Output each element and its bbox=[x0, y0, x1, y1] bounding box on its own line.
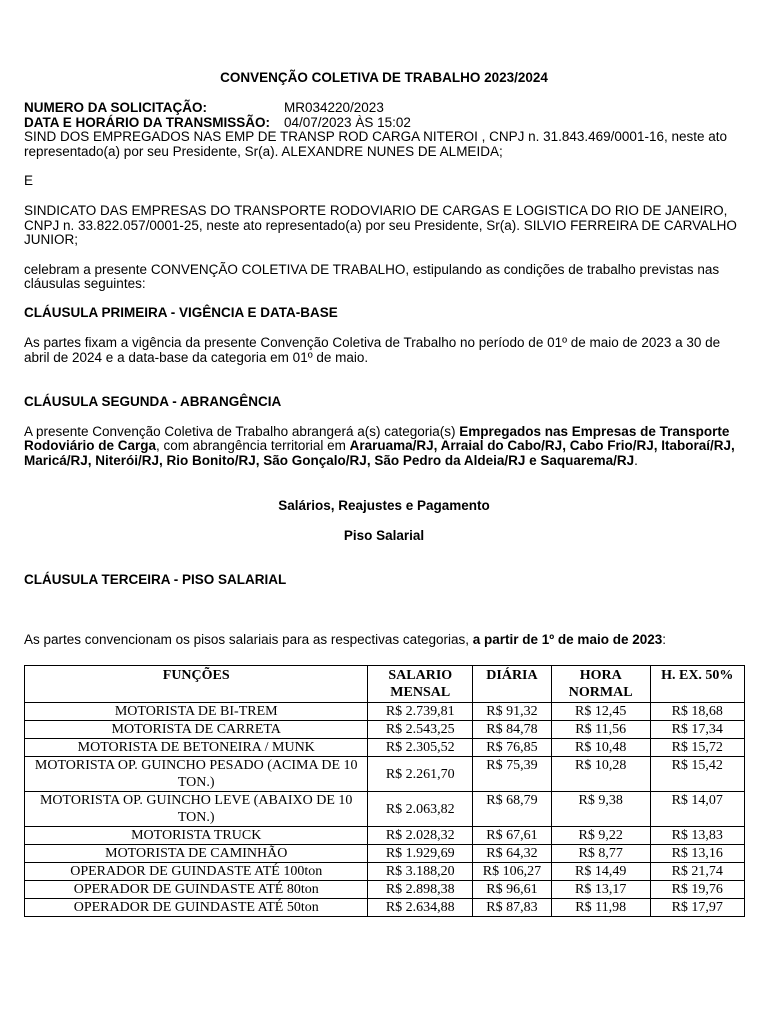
celebram-line1: celebram a presente CONVENÇÃO COLETIVA DE TRABALHO, estipulando as condições de trabalho previstas nas bbox=[24, 262, 720, 277]
document-title: CONVENÇÃO COLETIVA DE TRABALHO 2023/2024 bbox=[220, 70, 548, 85]
cell-funcao: MOTORISTA OP. GUINCHO LEVE (ABAIXO DE 10 TON.) bbox=[25, 792, 368, 827]
cell-funcao: OPERADOR DE GUINDASTE ATÉ 100ton bbox=[25, 863, 368, 881]
cell-salario: R$ 2.261,70 bbox=[368, 757, 473, 792]
clausula2-l2-c: Araruama/RJ, Arraial do Cabo/RJ, Cabo Frio/RJ, Itaboraí/RJ, bbox=[349, 438, 735, 453]
solicitacao-label: NUMERO DA SOLICITAÇÃO: bbox=[24, 100, 207, 115]
clausula2-heading: CLÁUSULA SEGUNDA - ABRANGÊNCIA bbox=[24, 394, 282, 409]
party2-line1: SINDICATO DAS EMPRESAS DO TRANSPORTE RODOVIARIO DE CARGAS E LOGISTICA DO RIO DE JANEIRO, bbox=[24, 203, 728, 218]
party1-line2: representado(a) por seu Presidente, Sr(a). ALEXANDRE NUNES DE ALMEIDA; bbox=[24, 144, 503, 159]
clausula2-l3-a: Maricá/RJ, Niterói/RJ, Rio Bonito/RJ, São Gonçalo/RJ, São Pedro da Aldeia/RJ e Saquarema/RJ bbox=[24, 453, 635, 468]
clausula2-l2-a: Rodoviário de Carga bbox=[24, 438, 157, 453]
cell-salario: R$ 2.543,25 bbox=[368, 721, 473, 739]
header-salario-mensal: SALARIO MENSAL bbox=[368, 666, 473, 703]
clausula3-intro-c: : bbox=[662, 632, 666, 647]
table-row bbox=[25, 845, 745, 863]
cell-funcao: MOTORISTA DE CARRETA bbox=[25, 721, 368, 739]
cell-hora-normal: R$ 13,17 bbox=[551, 881, 650, 899]
cell-salario: R$ 2.305,52 bbox=[368, 739, 473, 757]
cell-diaria: R$ 84,78 bbox=[473, 721, 552, 739]
table-row bbox=[25, 827, 745, 845]
clausula2-line2 bbox=[24, 438, 735, 454]
table-row bbox=[25, 739, 745, 757]
table-row bbox=[25, 863, 745, 881]
table-row bbox=[25, 792, 745, 827]
cell-hora-normal: R$ 9,38 bbox=[551, 792, 650, 827]
celebram-line2: cláusulas seguintes: bbox=[24, 276, 146, 291]
cell-funcao: OPERADOR DE GUINDASTE ATÉ 80ton bbox=[25, 881, 368, 899]
cell-hora-extra: R$ 15,42 bbox=[650, 757, 744, 792]
party2-line2: CNPJ n. 33.822.057/0001-25, neste ato representado(a) por seu Presidente, Sr(a). SILVIO FERREIRA DE CARVALHO bbox=[24, 218, 737, 233]
cell-diaria: R$ 96,61 bbox=[473, 881, 552, 899]
clausula3-intro-a: As partes convencionam os pisos salariais para as respectivas categorias, bbox=[24, 632, 473, 647]
cell-hora-normal: R$ 10,48 bbox=[551, 739, 650, 757]
cell-salario: R$ 2.739,81 bbox=[368, 703, 473, 721]
cell-diaria: R$ 67,61 bbox=[473, 827, 552, 845]
cell-funcao: OPERADOR DE GUINDASTE ATÉ 50ton bbox=[25, 899, 368, 917]
cell-hora-extra: R$ 17,97 bbox=[650, 899, 744, 917]
cell-funcao: MOTORISTA TRUCK bbox=[25, 827, 368, 845]
table-row bbox=[25, 899, 745, 917]
clausula2-l2-b: , com abrangência territorial em bbox=[156, 438, 350, 453]
cell-salario: R$ 2.028,32 bbox=[368, 827, 473, 845]
cell-hora-extra: R$ 13,83 bbox=[650, 827, 744, 845]
salary-table bbox=[24, 665, 745, 917]
table-row bbox=[25, 757, 745, 792]
transmissao-value: 04/07/2023 ÀS 15:02 bbox=[284, 115, 411, 130]
clausula2-line3 bbox=[24, 453, 638, 469]
clausula1-line2: abril de 2024 e a data-base da categoria em 01º de maio. bbox=[24, 350, 369, 365]
clausula1-line1: As partes fixam a vigência da presente Convenção Coletiva de Trabalho no período de 01º de maio de 2023 a 30 de bbox=[24, 335, 721, 350]
cell-hora-normal: R$ 11,56 bbox=[551, 721, 650, 739]
cell-salario: R$ 3.188,20 bbox=[368, 863, 473, 881]
cell-hora-extra: R$ 14,07 bbox=[650, 792, 744, 827]
clausula3-intro-b: a partir de 1º de maio de 2023 bbox=[472, 632, 663, 647]
cell-diaria: R$ 75,39 bbox=[473, 757, 552, 792]
cell-hora-extra: R$ 13,16 bbox=[650, 845, 744, 863]
cell-diaria: R$ 91,32 bbox=[473, 703, 552, 721]
cell-hora-normal: R$ 11,98 bbox=[551, 899, 650, 917]
cell-hora-normal: R$ 12,45 bbox=[551, 703, 650, 721]
clausula3-heading: CLÁUSULA TERCEIRA - PISO SALARIAL bbox=[24, 572, 287, 587]
cell-diaria: R$ 106,27 bbox=[473, 863, 552, 881]
header-diaria: DIÁRIA bbox=[473, 666, 552, 703]
party1-line1: SIND DOS EMPREGADOS NAS EMP DE TRANSP ROD CARGA NITEROI , CNPJ n. 31.843.469/0001-16, neste ato bbox=[24, 129, 728, 144]
clausula2-l1-b: Empregados nas Empresas de Transporte bbox=[459, 424, 730, 439]
cell-hora-normal: R$ 14,49 bbox=[551, 863, 650, 881]
cell-hora-normal: R$ 10,28 bbox=[551, 757, 650, 792]
cell-funcao: MOTORISTA DE BI-TREM bbox=[25, 703, 368, 721]
cell-funcao: MOTORISTA OP. GUINCHO PESADO (ACIMA DE 10 TON.) bbox=[25, 757, 368, 792]
table-row bbox=[25, 881, 745, 899]
cell-hora-normal: R$ 8,77 bbox=[551, 845, 650, 863]
cell-funcao: MOTORISTA DE BETONEIRA / MUNK bbox=[25, 739, 368, 757]
table-header-row bbox=[25, 666, 745, 703]
table-row bbox=[25, 721, 745, 739]
transmissao-label: DATA E HORÁRIO DA TRANSMISSÃO: bbox=[24, 115, 270, 130]
cell-diaria: R$ 68,79 bbox=[473, 792, 552, 827]
clausula1-heading: CLÁUSULA PRIMEIRA - VIGÊNCIA E DATA-BASE bbox=[24, 305, 338, 320]
solicitacao-value: MR034220/2023 bbox=[284, 100, 384, 115]
cell-salario: R$ 2.063,82 bbox=[368, 792, 473, 827]
subsection-title: Piso Salarial bbox=[343, 528, 425, 543]
header-hora-normal: HORA NORMAL bbox=[551, 666, 650, 703]
party2-line3: JUNIOR; bbox=[24, 232, 78, 247]
cell-hora-extra: R$ 21,74 bbox=[650, 863, 744, 881]
cell-hora-normal: R$ 9,22 bbox=[551, 827, 650, 845]
cell-salario: R$ 1.929,69 bbox=[368, 845, 473, 863]
cell-hora-extra: R$ 18,68 bbox=[650, 703, 744, 721]
clausula2-l1-a: A presente Convenção Coletiva de Trabalho abrangerá a(s) categoria(s) bbox=[24, 424, 460, 439]
header-hora-extra: H. EX. 50% bbox=[650, 666, 744, 703]
cell-salario: R$ 2.634,88 bbox=[368, 899, 473, 917]
clausula2-l3-b: . bbox=[634, 453, 638, 468]
cell-diaria: R$ 76,85 bbox=[473, 739, 552, 757]
cell-hora-extra: R$ 19,76 bbox=[650, 881, 744, 899]
clausula3-intro bbox=[24, 632, 666, 648]
cell-diaria: R$ 64,32 bbox=[473, 845, 552, 863]
cell-diaria: R$ 87,83 bbox=[473, 899, 552, 917]
cell-salario: R$ 2.898,38 bbox=[368, 881, 473, 899]
cell-hora-extra: R$ 15,72 bbox=[650, 739, 744, 757]
table-row bbox=[25, 703, 745, 721]
header-funcoes: FUNÇÕES bbox=[25, 666, 368, 703]
section-title: Salários, Reajustes e Pagamento bbox=[278, 498, 490, 513]
conjunction: E bbox=[24, 173, 34, 188]
cell-hora-extra: R$ 17,34 bbox=[650, 721, 744, 739]
cell-funcao: MOTORISTA DE CAMINHÃO bbox=[25, 845, 368, 863]
